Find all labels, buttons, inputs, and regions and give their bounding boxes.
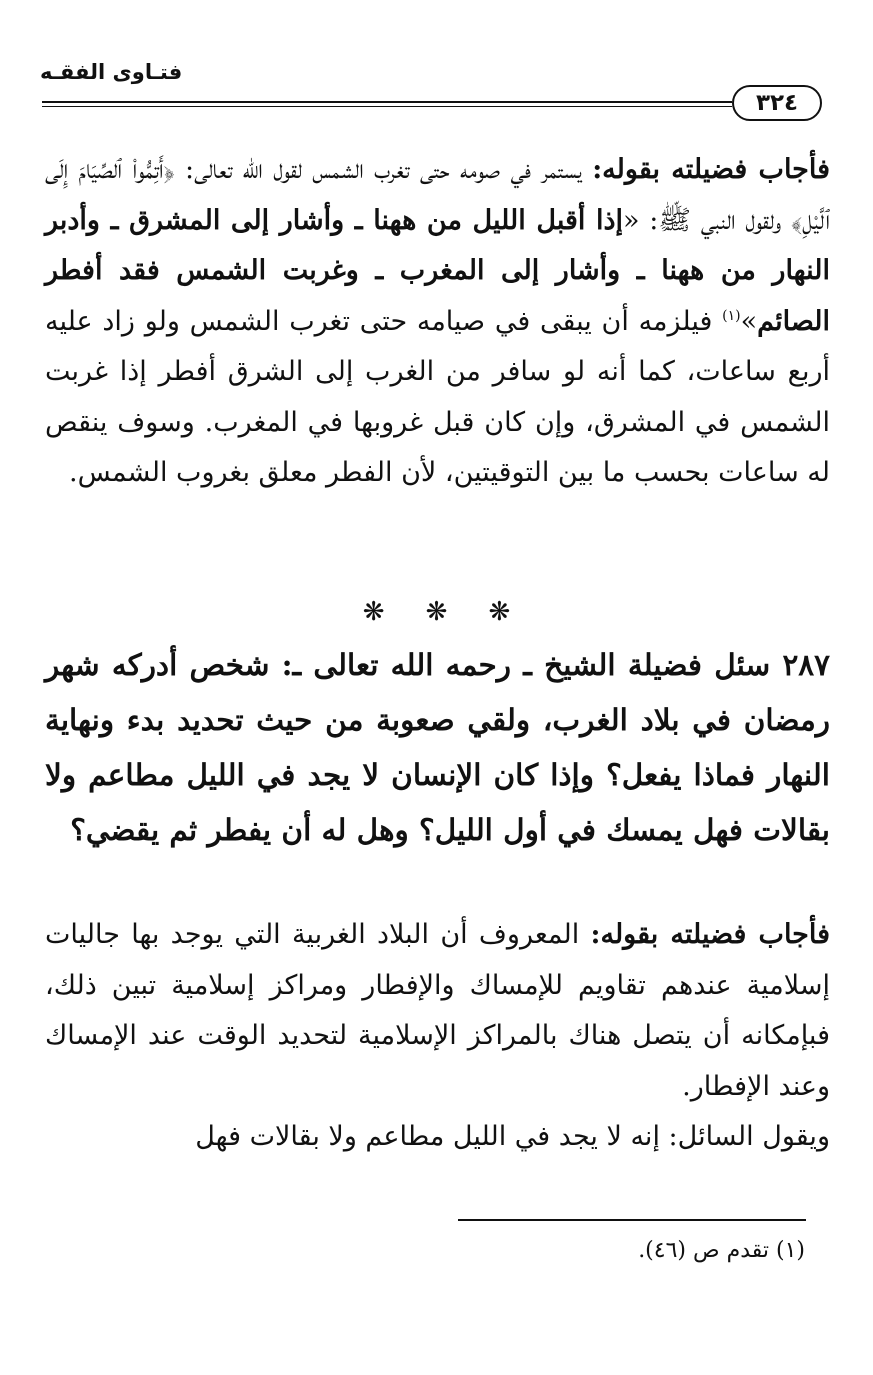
- question-paragraph: [45, 637, 830, 857]
- footnote: (١) تقدم ص (٤٦).: [638, 1238, 805, 1263]
- answer-paragraph-2: [45, 910, 830, 1112]
- footnote-reference: (١): [722, 307, 741, 324]
- page-number-badge: ٣٢٤: [732, 85, 822, 121]
- continuation-paragraph: ويقول السائل: إنه لا يجد في الليل مطاعم ولا بقالات فهل: [195, 1121, 830, 1152]
- question-block: [45, 637, 830, 857]
- answer-paragraph-1: [45, 145, 830, 499]
- answer-text-2: المعروف أن البلاد الغربية التي يوجد بها جاليات إسلامية عندهم تقاويم للإمساك والإفطار ومراكز إسلامية تبين ذلك، فبإمكانه أن يتصل هناك بالمراكز الإسلامية لتحديد الوقت عند الإمساك وعند الإفطار.: [45, 919, 830, 1102]
- answer-text-1a: يستمر في صومه حتى تغرب الشمس لقول الله تعالى: ﴿أَتِمُّوا۟ ٱلصِّيَامَ إِلَى ٱلَّيْلِ﴾ ولقول النبي ﷺ: «: [45, 154, 830, 236]
- running-header-title: فتـاوى الفقـه: [40, 60, 183, 84]
- hadith-close-mark: »: [740, 305, 758, 337]
- header-rule: [42, 101, 732, 107]
- answer-text-1b: فيلزمه أن يبقى في صيامه حتى تغرب الشمس ولو زاد عليه أربع ساعات، كما أنه لو سافر من الغرب إلى الشرق أفطر إذا غربت الشمس في المشرق، وإن كان قبل غروبها في المغرب. وسوف ينقص له ساعات بحسب ما بين التوقيتين، لأن الفطر معلق بغروب الشمس.: [45, 305, 830, 488]
- answer-block-1: [45, 145, 830, 499]
- answer-block-2: [45, 910, 830, 1163]
- section-separator: ❋ ❋ ❋: [362, 597, 511, 627]
- answer-lead-1: فأجاب فضيلته بقوله:: [592, 154, 830, 185]
- question-intro: سئل فضيلة الشيخ ـ رحمه الله تعالى ـ:: [269, 647, 783, 682]
- question-text: شخص أدركه شهر رمضان في بلاد الغرب، ولقي صعوبة من حيث تحديد بدء ونهاية النهار فماذا يفعل؟ وإذا كان الإنسان لا يجد في الليل مطاعم ولا بقالات فهل يمسك في أول الليل؟ وهل له أن يفطر ثم يقضي؟: [45, 647, 830, 847]
- question-number: ٢٨٧: [782, 647, 830, 682]
- answer-lead-2: فأجاب فضيلته بقوله:: [590, 919, 831, 950]
- hadith-text: إذا أقبل الليل من ههنا ـ وأشار إلى المشرق ـ وأدبر النهار من ههنا ـ وأشار إلى المغرب ـ وغربت الشمس فقد أفطر الصائم: [45, 204, 830, 337]
- footnote-rule: [458, 1219, 806, 1221]
